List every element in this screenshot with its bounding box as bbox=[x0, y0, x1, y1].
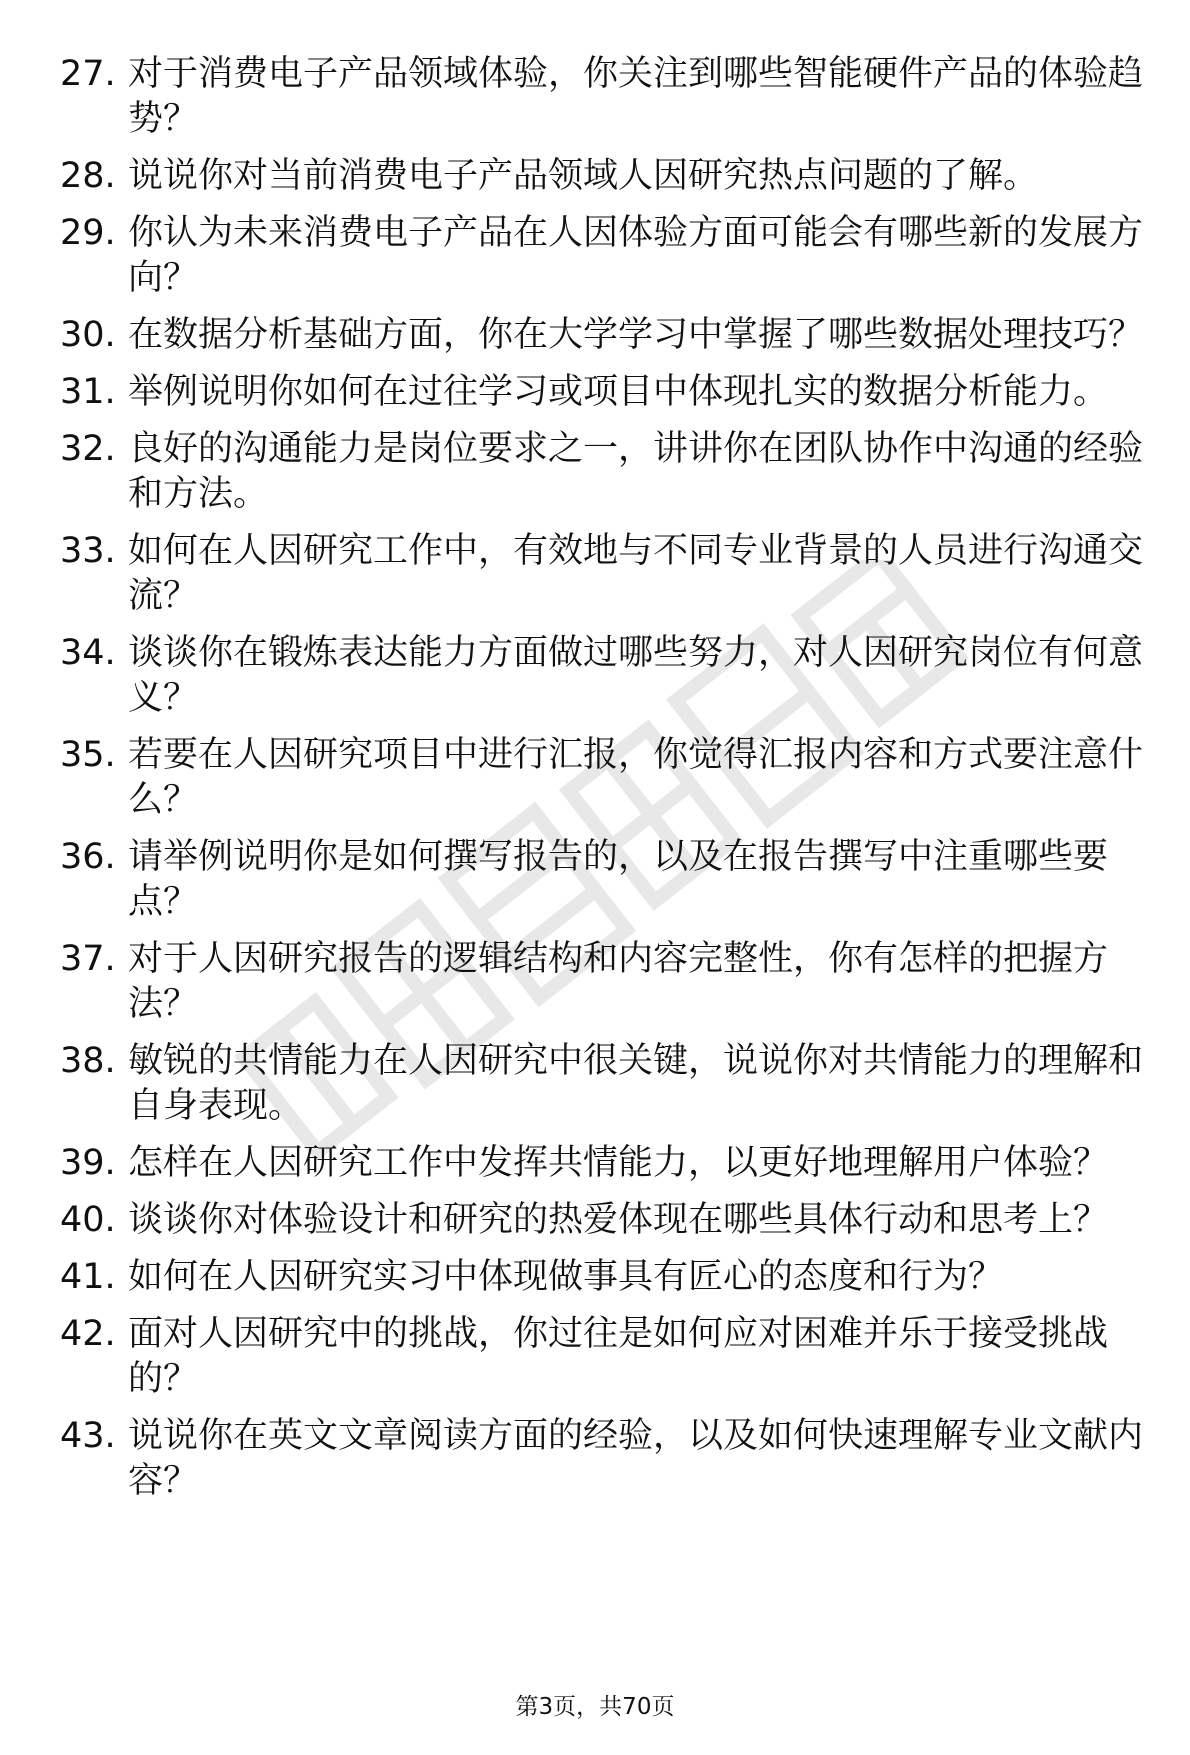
question-number: 42. bbox=[60, 1314, 116, 1354]
question-number: 32. bbox=[60, 429, 116, 469]
question-number: 41. bbox=[60, 1257, 116, 1297]
question-text: 面对人因研究中的挑战，你过往是如何应对困难并乐于接受挑战的？ bbox=[128, 1314, 1109, 1399]
question-item bbox=[60, 1312, 1150, 1402]
question-number: 33. bbox=[60, 531, 116, 571]
question-item bbox=[60, 211, 1150, 301]
question-number: 31. bbox=[60, 372, 116, 412]
page-number-footer: 第3页，共70页 bbox=[515, 1694, 675, 1720]
question-number: 39. bbox=[60, 1143, 116, 1183]
question-item bbox=[60, 1414, 1150, 1504]
question-text: 怎样在人因研究工作中发挥共情能力，以更好地理解用户体验？ bbox=[128, 1143, 1109, 1183]
question-number: 35. bbox=[60, 735, 116, 775]
question-text: 你认为未来消费电子产品在人因体验方面可能会有哪些新的发展方向？ bbox=[128, 213, 1144, 298]
question-text: 对于消费电子产品领域体验，你关注到哪些智能硬件产品的体验趋势？ bbox=[128, 54, 1144, 139]
question-number: 43. bbox=[60, 1416, 116, 1456]
question-number: 30. bbox=[60, 315, 116, 355]
question-item bbox=[60, 427, 1150, 517]
question-list bbox=[60, 52, 1150, 1504]
question-item bbox=[60, 631, 1150, 721]
question-text: 良好的沟通能力是岗位要求之一，讲讲你在团队协作中沟通的经验和方法。 bbox=[128, 429, 1144, 514]
question-text: 说说你在英文文章阅读方面的经验，以及如何快速理解专业文献内容？ bbox=[128, 1416, 1144, 1501]
question-item bbox=[60, 835, 1150, 925]
question-text: 在数据分析基础方面，你在大学学习中掌握了哪些数据处理技巧？ bbox=[128, 315, 1144, 355]
question-item bbox=[60, 154, 1150, 199]
question-item bbox=[60, 1198, 1150, 1243]
question-text: 如何在人因研究实习中体现做事具有匠心的态度和行为？ bbox=[128, 1257, 1004, 1297]
question-text: 请举例说明你是如何撰写报告的，以及在报告撰写中注重哪些要点？ bbox=[128, 837, 1109, 922]
question-number: 27. bbox=[60, 54, 116, 94]
question-item bbox=[60, 1141, 1150, 1186]
question-number: 40. bbox=[60, 1200, 116, 1240]
question-item bbox=[60, 1039, 1150, 1129]
question-number: 37. bbox=[60, 939, 116, 979]
question-text: 说说你对当前消费电子产品领域人因研究热点问题的了解。 bbox=[128, 156, 1039, 196]
question-item bbox=[60, 52, 1150, 142]
question-item bbox=[60, 1255, 1150, 1300]
question-number: 36. bbox=[60, 837, 116, 877]
question-number: 34. bbox=[60, 633, 116, 673]
question-item bbox=[60, 733, 1150, 823]
question-item bbox=[60, 937, 1150, 1027]
question-number: 28. bbox=[60, 156, 116, 196]
question-text: 对于人因研究报告的逻辑结构和内容完整性，你有怎样的把握方法？ bbox=[128, 939, 1109, 1024]
question-number: 38. bbox=[60, 1041, 116, 1081]
question-text: 谈谈你对体验设计和研究的热爱体现在哪些具体行动和思考上？ bbox=[128, 1200, 1109, 1240]
question-item bbox=[60, 313, 1150, 358]
question-item bbox=[60, 529, 1150, 619]
question-item bbox=[60, 370, 1150, 415]
question-text: 举例说明你如何在过往学习或项目中体现扎实的数据分析能力。 bbox=[128, 372, 1109, 412]
question-text: 谈谈你在锻炼表达能力方面做过哪些努力，对人因研究岗位有何意义？ bbox=[128, 633, 1144, 718]
question-text: 如何在人因研究工作中，有效地与不同专业背景的人员进行沟通交流？ bbox=[128, 531, 1144, 616]
question-text: 若要在人因研究项目中进行汇报，你觉得汇报内容和方式要注意什么？ bbox=[128, 735, 1144, 820]
question-number: 29. bbox=[60, 213, 116, 253]
question-text: 敏锐的共情能力在人因研究中很关键，说说你对共情能力的理解和自身表现。 bbox=[128, 1041, 1144, 1126]
